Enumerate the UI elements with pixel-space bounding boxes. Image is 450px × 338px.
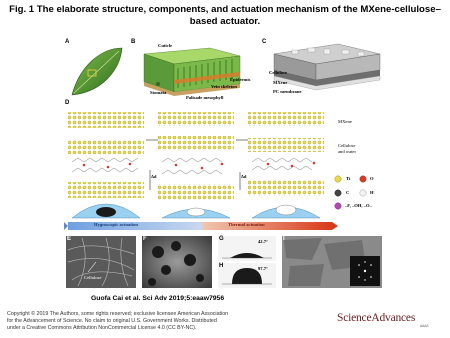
legend-c: C (346, 190, 350, 195)
label-g-angle: 42.7° (258, 239, 268, 244)
copyright-notice (7, 311, 317, 332)
label-h-angle: 97.7° (258, 266, 268, 271)
label-hygroscopic-actuation: Hygroscopic actuation (94, 222, 138, 227)
label-mxene: MXene (273, 80, 288, 85)
panel-letter-a: A (65, 39, 70, 45)
legend-h: H (370, 190, 374, 195)
label-stomata: Stomata (150, 90, 167, 95)
panel-a-leaf (64, 44, 127, 102)
label-thermal-actuation: Thermal actuation (228, 222, 265, 227)
panel-letter-g: G (219, 236, 224, 242)
label-palisade: Palisade mesophyll (186, 95, 224, 100)
label-delta-d-1: Δd (151, 174, 157, 179)
panel-letter-e: E (67, 236, 72, 242)
panel-i-tem (282, 236, 382, 288)
panel-letter-d: D (65, 100, 70, 106)
copyright-line-2: for the Advancement of Science. No claim to original U.S. Government Works. Distributed (7, 318, 217, 324)
label-cellulose: Cellulose (269, 70, 287, 75)
panel-f-sem (142, 236, 212, 288)
label-delta-d-2: Δd (241, 174, 247, 179)
label-d-cellulose: Cellulose (338, 143, 356, 148)
legend-o: O (370, 176, 374, 181)
citation: Guofa Cai et al. Sci Adv 2019;5:eaaw7956 (91, 295, 225, 302)
panel-letter-f: F (143, 236, 147, 242)
panel-c-composite (274, 44, 380, 90)
label-vein-skeleton: Vein skeleton (211, 84, 237, 89)
panel-letter-h: H (219, 263, 224, 269)
label-epidermis: Epidermis (230, 77, 251, 82)
science-advances-logo: ScienceAdvances (337, 312, 416, 324)
legend-f-oh-o: –F, –OH, –O– (345, 203, 372, 208)
copyright-line-1: Copyright © 2019 The Authors, some rights reserved; exclusive licensee American Association (7, 311, 229, 317)
figure-image (62, 40, 385, 290)
panel-d-layers (64, 108, 338, 232)
panel-letter-i: I (283, 236, 285, 242)
copyright-line-3: under a Creative Commons Attribution NonCommercial License 4.0 (CC BY-NC). (7, 325, 197, 331)
panel-e-sem (66, 236, 136, 288)
figure-graphic (62, 40, 385, 290)
label-pc-membrane: PC membrane (273, 89, 302, 94)
panel-letter-c: C (262, 39, 267, 45)
legend-ti: Ti (346, 176, 351, 181)
label-e-cellulose: Cellulose (84, 275, 102, 280)
aaas-logo-text: AAAS (420, 324, 429, 328)
label-cuticle: Cuticle (158, 43, 173, 48)
label-d-mxene: MXene (338, 119, 352, 124)
figure-title-line-2: based actuator. (189, 15, 261, 27)
figure-title-line-1: Fig. 1 The elaborate structure, components, and actuation mechanism of the MXene-cellulose– (9, 4, 441, 15)
panel-letter-b: B (131, 39, 136, 45)
figure-title (0, 4, 450, 27)
label-d-water: and water (338, 149, 356, 154)
